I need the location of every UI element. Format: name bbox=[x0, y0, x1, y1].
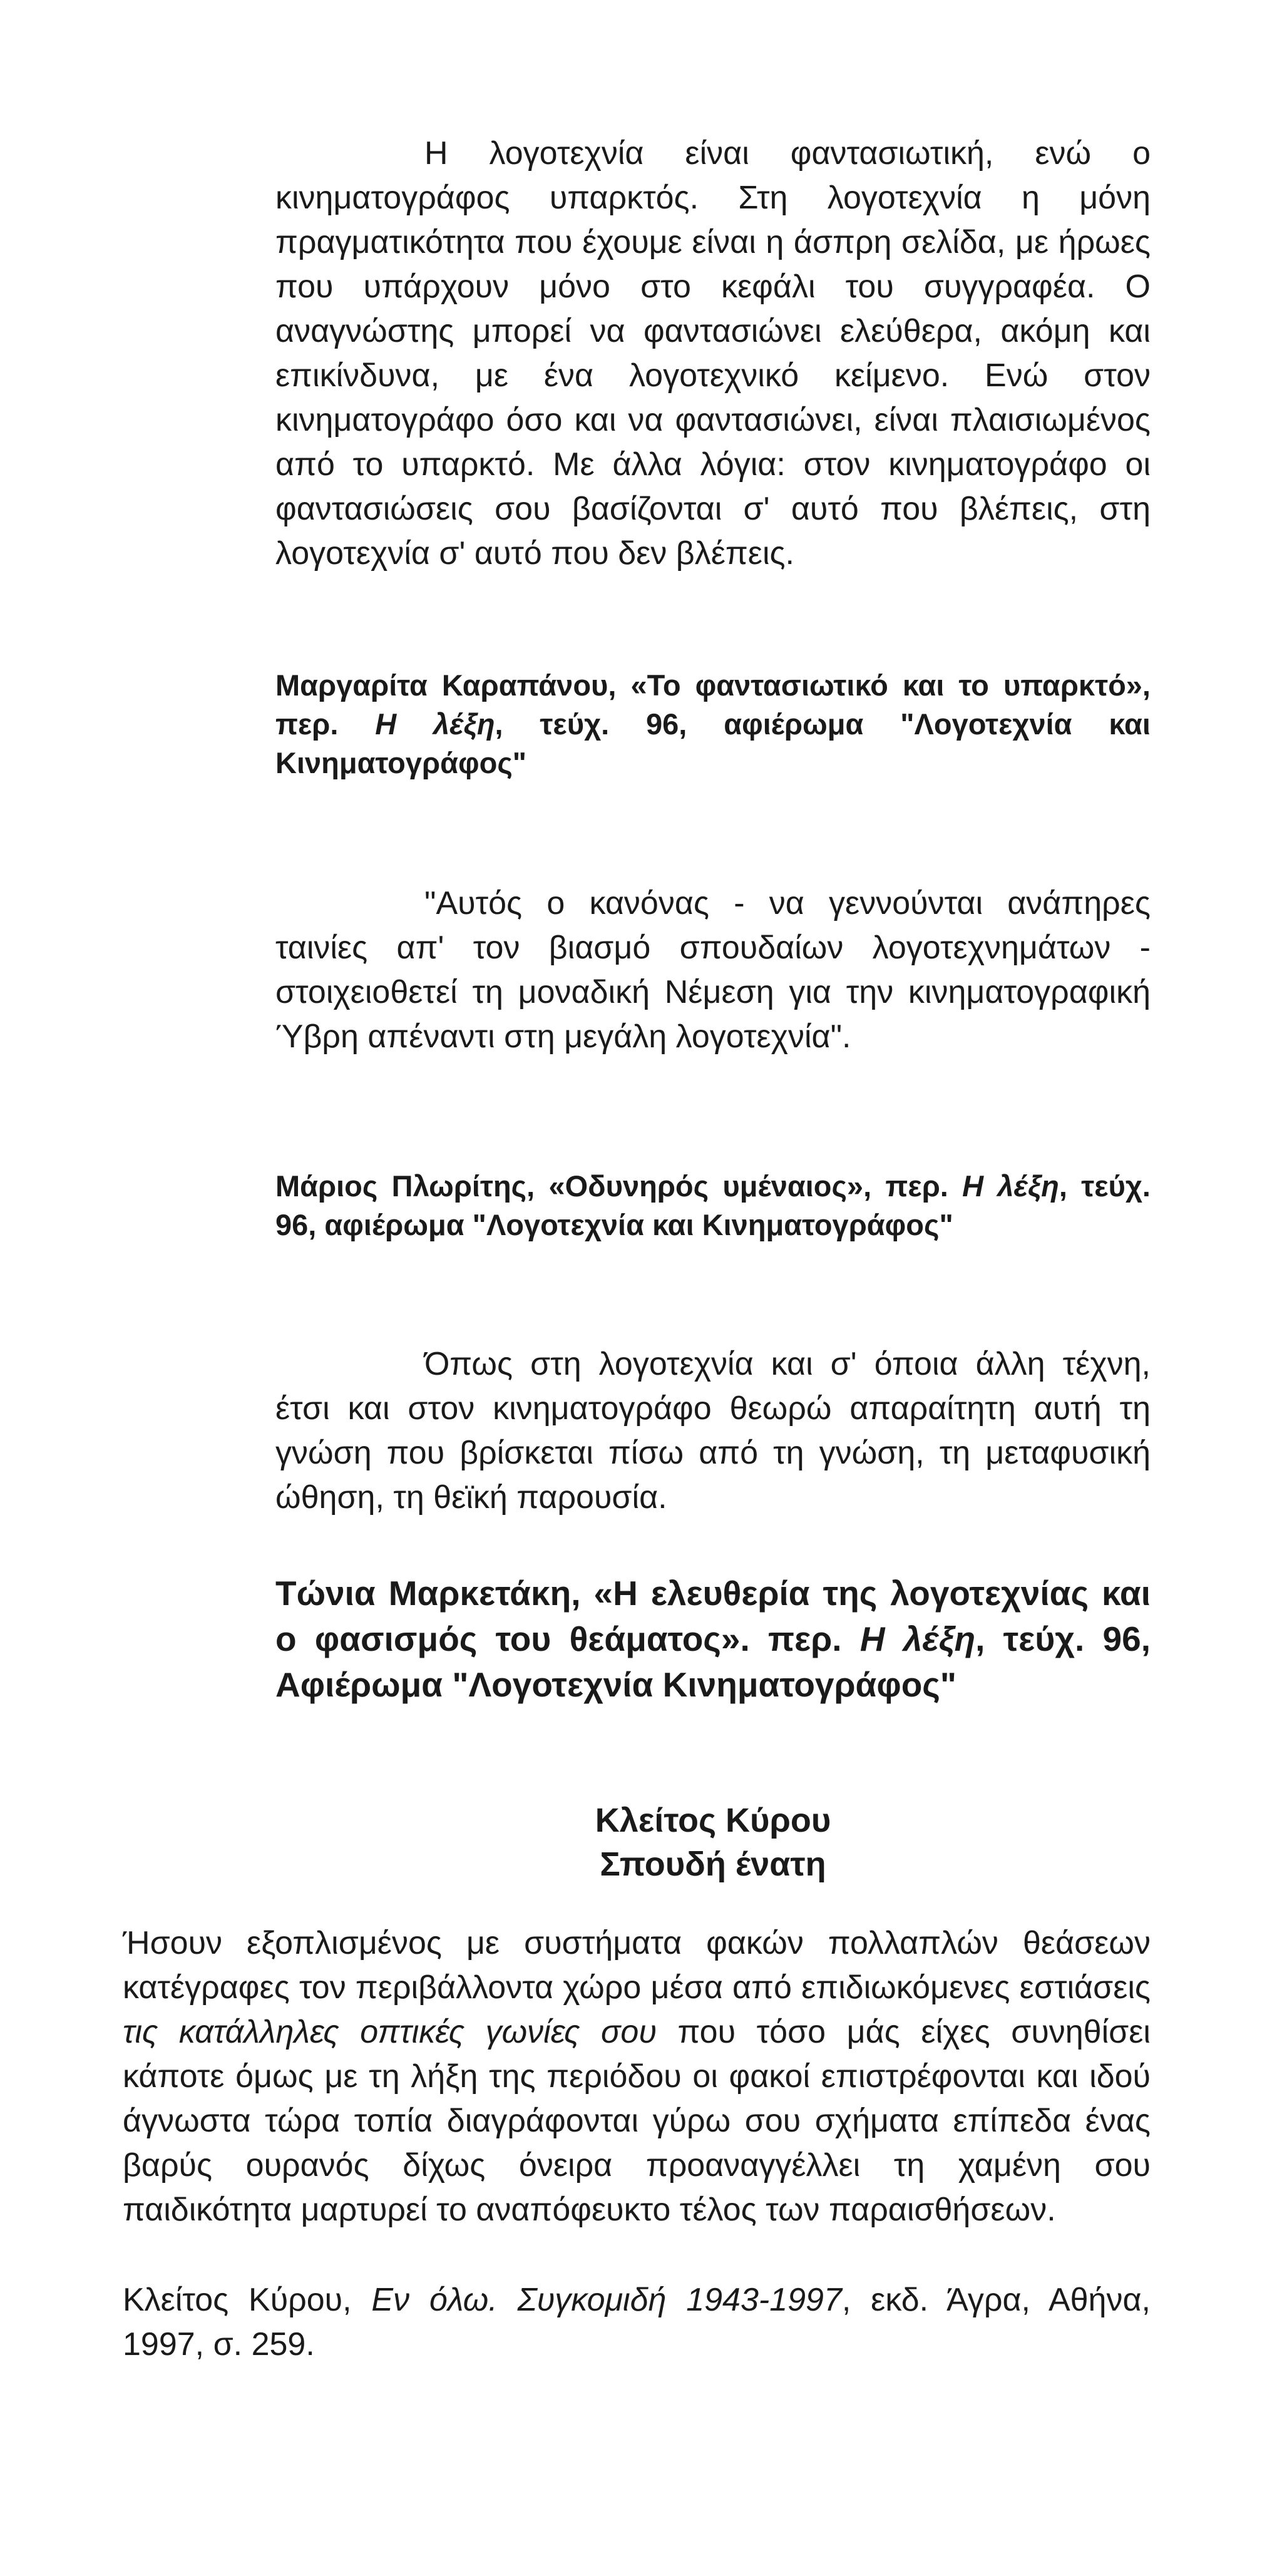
poem-text-continued: που τόσο μάς είχες συνηθίσει κάποτε όμως με τη λήξη της περιόδου οι φακοί επιστρέφονται και ιδού άγνωστα τώρα τοπία διαγράφονται γύρω σου σχήματα επίπεδα ένας βαρύς ουρανός δίχως όνειρα προαναγγέλλει τη χαμένη σου παιδικότητα μαρτυρεί το αναπόφευκτο τέλος των παραισθήσεων. bbox=[123, 2014, 1151, 2228]
quote-marketaki bbox=[275, 1342, 1151, 1520]
citation-marketaki bbox=[275, 1571, 1151, 1708]
source-author: Κλείτος Κύρου, bbox=[123, 2282, 372, 2318]
citation-ploritis bbox=[275, 1167, 1151, 1244]
quote-text: "Αυτός ο κανόνας - να γεννούνται ανάπηρες ταινίες απ' τον βιασμό σπουδαίων λογοτεχνημάτων - στοιχειοθετεί τη μοναδική Νέμεση για την κινηματογραφική Ύβρη απέναντι στη μεγάλη λογοτεχνία". bbox=[275, 885, 1151, 1055]
poem-heading bbox=[275, 1799, 1151, 1886]
journal-title: Η λέξη bbox=[962, 1169, 1059, 1203]
quote-ploritis bbox=[275, 881, 1151, 1059]
journal-title: Η λέξη bbox=[859, 1619, 976, 1658]
citation-details: , τεύχ. 96, Αφιέρωμα "Λογοτεχνία Κινηματογράφος" bbox=[275, 1619, 1151, 1704]
source-book-title: Εν όλω. Συγκομιδή 1943-1997 bbox=[371, 2282, 842, 2318]
poem-author: Κλείτος Κύρου bbox=[595, 1802, 831, 1839]
citation-text: Τώνια Μαρκετάκη, «Η ελευθερία της λογοτεχνίας και ο φασισμός του θεάματος». περ. bbox=[275, 1574, 1151, 1658]
quote-text: Όπως στη λογοτεχνία και σ' όποια άλλη τέχνη, έτσι και στον κινηματογράφο θεωρώ απαραίτητη αυτή τη γνώση που βρίσκεται πίσω από τη γνώση, τη μεταφυσική ώθηση, τη θεϊκή παρουσία. bbox=[275, 1346, 1151, 1516]
poem-text: Ήσουν εξοπλισμένος με συστήματα φακών πολλαπλών θεάσεων κατέγραφες τον περιβάλλοντα χώρο μέσα από επιδιωκόμενες εστιάσεις bbox=[123, 1925, 1151, 2006]
citation-details: , τεύχ. 96, αφιέρωμα "Λογοτεχνία και Κινηματογράφος" bbox=[275, 1169, 1151, 1241]
citation-karapanou bbox=[275, 666, 1151, 783]
poem-italic-phrase: τις κατάλληλες οπτικές γωνίες σου bbox=[123, 2014, 657, 2050]
citation-text: Μαργαρίτα Καραπάνου, «Το φαντασιωτικό και το υπαρκτό», περ. bbox=[275, 669, 1151, 741]
citation-details: , τεύχ. 96, αφιέρωμα "Λογοτεχνία και Κινηματογράφος" bbox=[275, 707, 1151, 779]
journal-title: Η λέξη bbox=[375, 707, 495, 741]
poem-body bbox=[123, 1921, 1151, 2232]
poem-source bbox=[123, 2278, 1151, 2367]
citation-text: Μάριος Πλωρίτης, «Οδυνηρός υμέναιος», περ. bbox=[275, 1169, 963, 1203]
source-publisher: , εκδ. Άγρα, Αθήνα, 1997, σ. 259. bbox=[123, 2282, 1151, 2363]
quote-text: Η λογοτεχνία είναι φαντασιωτική, ενώ ο κινηματογράφος υπαρκτός. Στη λογοτεχνία η μόνη πραγματικότητα που έχουμε είναι η άσπρη σελίδα, με ήρωες που υπάρχουν μόνο στο κεφάλι του συγγραφέα. Ο αναγνώστης μπορεί να φαντασιώνει ελεύθερα, ακόμη και επικίνδυνα, με ένα λογοτεχνικό κείμενο. Ενώ στον κινηματογράφο όσο και να φαντασιώνει, είναι πλαισιωμένος από το υπαρκτό. Με άλλα λόγια: στον κινηματογράφο οι φαντασιώσεις σου βασίζονται σ' αυτό που βλέπεις, στη λογοτεχνία σ' αυτό που δεν βλέπεις. bbox=[275, 135, 1151, 572]
quote-karapanou bbox=[275, 131, 1151, 576]
poem-title: Σπουδή ένατη bbox=[600, 1845, 826, 1883]
